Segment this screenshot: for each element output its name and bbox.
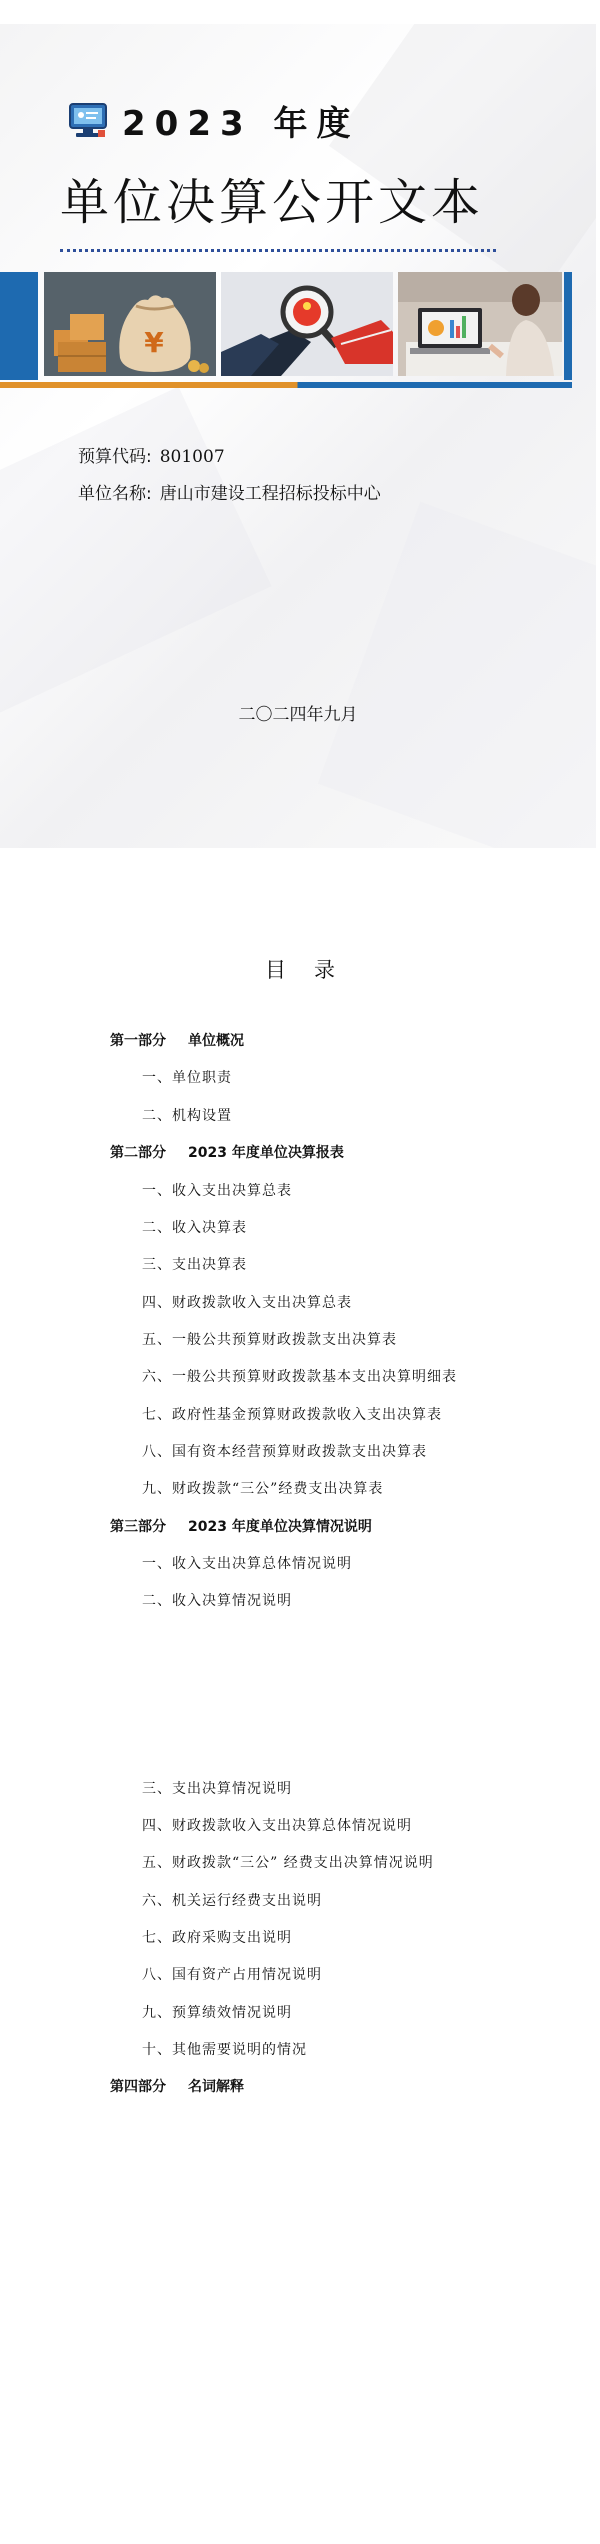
- toc-part-2[interactable]: [110, 1142, 344, 1162]
- photo-money-bag: [44, 272, 216, 376]
- background-facet: [318, 502, 596, 848]
- toc-part-1[interactable]: [110, 1030, 244, 1050]
- toc-title: 目录: [265, 958, 363, 982]
- toc-item[interactable]: 六、机关运行经费支出说明: [142, 1893, 322, 1909]
- toc-part-number: 第一部分: [110, 1033, 166, 1049]
- unit-name-value: 唐山市建设工程招标投标中心: [159, 484, 381, 504]
- report-date: 二〇二四年九月: [238, 705, 358, 725]
- budget-code-row: [78, 442, 225, 467]
- toc-item[interactable]: 七、政府性基金预算财政拨款收入支出决算表: [142, 1407, 442, 1423]
- toc-part-name: 名词解释: [188, 2079, 244, 2095]
- toc-item[interactable]: 一、收入支出决算总表: [142, 1183, 292, 1199]
- toc-item[interactable]: 五、财政拨款“三公” 经费支出决算情况说明: [142, 1855, 434, 1871]
- toc-part-name: 单位概况: [188, 1033, 244, 1049]
- toc-item[interactable]: 二、机构设置: [142, 1108, 232, 1124]
- unit-name-label: 单位名称:: [78, 484, 152, 504]
- toc-item[interactable]: 六、一般公共预算财政拨款基本支出决算明细表: [142, 1369, 457, 1385]
- title-divider: [60, 249, 496, 252]
- toc-item[interactable]: 三、支出决算表: [142, 1257, 247, 1273]
- budget-code-label: 预算代码:: [78, 447, 152, 467]
- main-title: 单位决算公开文本: [60, 174, 485, 231]
- toc-part-name: 2023 年度单位决算情况说明: [188, 1519, 372, 1535]
- background-facet: [0, 387, 271, 722]
- toc-part-number: 第二部分: [110, 1145, 166, 1161]
- toc-item[interactable]: 七、政府采购支出说明: [142, 1930, 292, 1946]
- toc-item[interactable]: 一、收入支出决算总体情况说明: [142, 1556, 352, 1572]
- banner-color-bar: [0, 382, 572, 388]
- toc-item[interactable]: 九、财政拨款“三公”经费支出决算表: [142, 1481, 384, 1497]
- toc-part-3[interactable]: [110, 1516, 372, 1536]
- toc-part-name: 2023 年度单位决算报表: [188, 1145, 344, 1161]
- toc-item[interactable]: 九、预算绩效情况说明: [142, 2005, 292, 2021]
- banner-accent-left: [0, 272, 38, 380]
- toc-item[interactable]: 十、其他需要说明的情况: [142, 2042, 307, 2058]
- toc-item[interactable]: 四、财政拨款收入支出决算总体情况说明: [142, 1818, 412, 1834]
- toc-item[interactable]: 五、一般公共预算财政拨款支出决算表: [142, 1332, 397, 1348]
- toc-item[interactable]: 八、国有资本经营预算财政拨款支出决算表: [142, 1444, 427, 1460]
- toc-part-number: 第四部分: [110, 2079, 166, 2095]
- toc-item[interactable]: 三、支出决算情况说明: [142, 1781, 292, 1797]
- year-title: 2023 年度: [122, 104, 360, 144]
- photo-laptop-woman: [398, 272, 562, 376]
- svg-text:¥: ¥: [144, 326, 164, 359]
- cover-page: [0, 24, 596, 848]
- toc-item[interactable]: 二、收入决算情况说明: [142, 1593, 292, 1609]
- monitor-icon: [68, 102, 108, 140]
- photo-banner: [0, 272, 570, 380]
- toc-item[interactable]: 二、收入决算表: [142, 1220, 247, 1236]
- toc-item[interactable]: 八、国有资产占用情况说明: [142, 1967, 322, 1983]
- banner-accent-right: [564, 272, 572, 380]
- toc-item[interactable]: 四、财政拨款收入支出决算总表: [142, 1295, 352, 1311]
- budget-code-value: 801007: [159, 447, 225, 467]
- toc-part-number: 第三部分: [110, 1519, 166, 1535]
- photo-magnifier: [221, 272, 393, 376]
- unit-name-row: [78, 479, 381, 504]
- toc-part-4[interactable]: [110, 2076, 244, 2096]
- toc-item[interactable]: 一、单位职责: [142, 1070, 232, 1086]
- background-facet: [329, 24, 596, 295]
